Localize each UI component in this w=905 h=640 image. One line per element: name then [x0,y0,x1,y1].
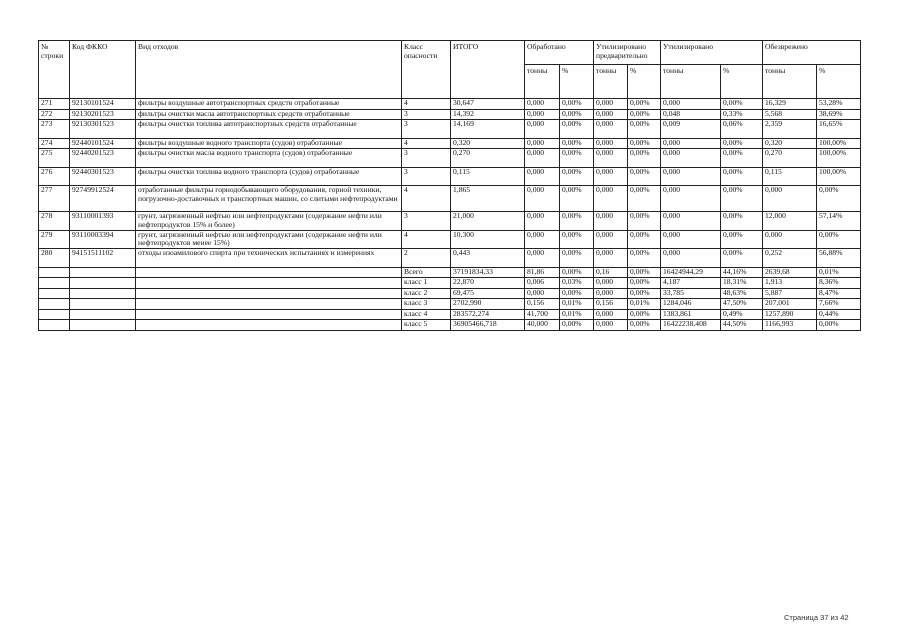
cell-processed-pct: 0,00% [560,120,594,139]
cell-utilized-pre-pct: 0,00% [628,212,661,231]
cell-utilized-pre-tons: 0,000 [594,186,628,212]
summary-cell-p-t: 0,006 [525,278,560,289]
cell-hazard-class: 4 [402,99,451,110]
cell-processed-pct: 0,00% [560,230,594,249]
summary-empty-cell [136,278,402,289]
cell-waste-name: фильтры очистки масла автотранспортных средств отработанные [136,109,402,120]
cell-utilized-pre-tons: 0,000 [594,120,628,139]
cell-waste-name: отработанные фильтры горнодобывающего оборудования, горной техники, погрузочно-доставочных и транспортных машин, со слитыми нефтепродуктами [136,186,402,212]
cell-processed-pct: 0,00% [560,149,594,168]
summary-row [39,309,861,320]
cell-neutralized-pct: 38,69% [817,109,861,120]
cell-hazard-class: 3 [402,212,451,231]
summary-cell-up-t: 0,000 [594,288,628,299]
cell-total: 0,320 [451,138,525,149]
summary-cell-up-p: 0,00% [628,278,661,289]
cell-total: 1,865 [451,186,525,212]
cell-processed-tons: 0,000 [525,120,560,139]
summary-cell-u-p: 44,50% [721,320,763,331]
subheader-tons: тонны [525,65,560,99]
cell-utilized-tons: 0,048 [661,109,721,120]
cell-neutralized-pct: 56,88% [817,249,861,268]
summary-cell-n-t: 207,001 [763,299,817,310]
cell-total: 14,169 [451,120,525,139]
cell-processed-tons: 0,000 [525,109,560,120]
table-row [39,230,861,249]
cell-processed-tons: 0,000 [525,167,560,186]
summary-cell-total: 22,870 [451,278,525,289]
cell-utilized-pre-tons: 0,000 [594,149,628,168]
col-header-neutralized: Обезврежено [763,41,861,65]
subheader-tons: тонны [594,65,628,99]
cell-utilized-pct: 0,33% [721,109,763,120]
cell-processed-tons: 0,000 [525,186,560,212]
cell-neutralized-pct: 100,00% [817,167,861,186]
summary-cell-n-p: 7,66% [817,299,861,310]
subheader-pct: % [560,65,594,99]
cell-waste-name: фильтры воздушные автотранспортных средств отработанные [136,99,402,110]
cell-waste-name: отходы изоамилового спирта при технических испытаниях и измерениях [136,249,402,268]
cell-neutralized-tons: 0,320 [763,138,817,149]
cell-neutralized-tons: 2,359 [763,120,817,139]
cell-fkko-code: 92130301523 [70,120,136,139]
summary-empty-cell [70,309,136,320]
summary-empty-cell [136,320,402,331]
summary-empty-cell [136,309,402,320]
summary-cell-n-t: 1166,993 [763,320,817,331]
cell-neutralized-tons: 0,270 [763,149,817,168]
summary-label: класс 4 [402,309,451,320]
cell-processed-tons: 0,000 [525,149,560,168]
subheader-pct: % [817,65,861,99]
cell-waste-name: фильтры очистки топлива водного транспорта (судов) отработанные [136,167,402,186]
summary-empty-cell [39,278,70,289]
cell-hazard-class: 3 [402,149,451,168]
cell-fkko-code: 92440301523 [70,167,136,186]
cell-utilized-pct: 0,00% [721,149,763,168]
summary-label: класс 2 [402,288,451,299]
cell-neutralized-pct: 16,65% [817,120,861,139]
summary-cell-p-t: 0,000 [525,288,560,299]
summary-label: Всего [402,267,451,278]
summary-cell-u-t: 1383,861 [661,309,721,320]
header-row [39,41,861,65]
cell-total: 14,392 [451,109,525,120]
cell-utilized-pct: 0,00% [721,167,763,186]
summary-cell-n-p: 0,01% [817,267,861,278]
summary-cell-p-p: 0,00% [560,267,594,278]
page-number: Страница 37 из 42 [784,613,849,622]
table-row [39,99,861,110]
subheader-pct: % [628,65,661,99]
cell-utilized-pre-tons: 0,000 [594,109,628,120]
summary-row [39,278,861,289]
cell-total: 30,647 [451,99,525,110]
cell-waste-name: фильтры очистки масла водного транспорта (судов) отработанные [136,149,402,168]
summary-empty-cell [70,320,136,331]
cell-utilized-pct: 0,06% [721,120,763,139]
summary-cell-u-p: 0,49% [721,309,763,320]
cell-utilized-tons: 0,000 [661,167,721,186]
summary-cell-total: 69,475 [451,288,525,299]
summary-cell-p-t: 81,86 [525,267,560,278]
summary-cell-u-p: 48,63% [721,288,763,299]
summary-cell-up-p: 0,00% [628,267,661,278]
cell-utilized-pre-pct: 0,00% [628,99,661,110]
cell-utilized-pre-tons: 0,000 [594,230,628,249]
cell-utilized-pct: 0,00% [721,186,763,212]
cell-hazard-class: 4 [402,138,451,149]
summary-cell-up-t: 0,156 [594,299,628,310]
cell-utilized-pre-tons: 0,000 [594,99,628,110]
summary-cell-n-t: 2639,68 [763,267,817,278]
cell-utilized-pre-pct: 0,00% [628,138,661,149]
cell-processed-pct: 0,00% [560,167,594,186]
cell-utilized-pre-pct: 0,00% [628,186,661,212]
cell-neutralized-pct: 100,00% [817,138,861,149]
summary-empty-cell [70,267,136,278]
summary-label: класс 5 [402,320,451,331]
summary-empty-cell [70,288,136,299]
summary-cell-total: 37191834,33 [451,267,525,278]
cell-utilized-pct: 0,00% [721,138,763,149]
cell-neutralized-pct: 0,00% [817,230,861,249]
table-row [39,120,861,139]
summary-cell-n-p: 8,47% [817,288,861,299]
summary-cell-u-t: 33,785 [661,288,721,299]
cell-utilized-tons: 0,000 [661,99,721,110]
summary-label: класс 3 [402,299,451,310]
summary-cell-up-p: 0,01% [628,299,661,310]
cell-fkko-code: 92749912524 [70,186,136,212]
cell-total: 0,270 [451,149,525,168]
cell-row-no: 275 [39,149,70,168]
cell-utilized-pct: 0,00% [721,230,763,249]
summary-cell-p-p: 0,00% [560,288,594,299]
cell-utilized-tons: 0,000 [661,149,721,168]
cell-hazard-class: 3 [402,120,451,139]
summary-cell-n-p: 8,36% [817,278,861,289]
summary-empty-cell [39,267,70,278]
cell-row-no: 272 [39,109,70,120]
table-row [39,149,861,168]
cell-utilized-tons: 0,000 [661,186,721,212]
summary-cell-p-p: 0,01% [560,309,594,320]
cell-neutralized-tons: 16,329 [763,99,817,110]
col-header-waste-type: Вид отходов [136,41,402,99]
cell-row-no: 280 [39,249,70,268]
cell-processed-tons: 0,000 [525,230,560,249]
table-row [39,212,861,231]
cell-fkko-code: 93110001393 [70,212,136,231]
summary-row [39,299,861,310]
summary-cell-p-p: 0,01% [560,299,594,310]
cell-processed-tons: 0,000 [525,212,560,231]
summary-cell-up-t: 0,000 [594,278,628,289]
cell-fkko-code: 94151511102 [70,249,136,268]
summary-label: класс 1 [402,278,451,289]
cell-utilized-pre-tons: 0,000 [594,138,628,149]
table-row [39,186,861,212]
cell-utilized-pre-tons: 0,000 [594,249,628,268]
cell-row-no: 279 [39,230,70,249]
summary-row [39,320,861,331]
summary-cell-up-p: 0,00% [628,309,661,320]
summary-cell-u-t: 1284,046 [661,299,721,310]
summary-cell-u-t: 16422238,408 [661,320,721,331]
cell-utilized-pre-pct: 0,00% [628,249,661,268]
cell-waste-name: грунт, загрязненный нефтью или нефтепродуктами (содержание нефти или нефтепродуктов 15% и более) [136,212,402,231]
cell-processed-tons: 0,000 [525,249,560,268]
summary-row [39,267,861,278]
col-header-hazard-class: Класс опасности [402,41,451,99]
summary-cell-u-p: 18,31% [721,278,763,289]
table-row [39,249,861,268]
summary-cell-u-t: 16424944,29 [661,267,721,278]
summary-cell-n-t: 1257,890 [763,309,817,320]
cell-utilized-pct: 0,00% [721,99,763,110]
cell-hazard-class: 2 [402,249,451,268]
table-body [39,99,861,331]
summary-cell-n-p: 0,44% [817,309,861,320]
subheader-pct: % [721,65,763,99]
cell-hazard-class: 4 [402,186,451,212]
cell-processed-pct: 0,00% [560,212,594,231]
cell-utilized-pre-pct: 0,00% [628,109,661,120]
cell-utilized-pre-pct: 0,00% [628,120,661,139]
cell-fkko-code: 93110003394 [70,230,136,249]
cell-neutralized-tons: 12,000 [763,212,817,231]
col-header-total: ИТОГО [451,41,525,99]
cell-row-no: 278 [39,212,70,231]
summary-cell-p-p: 0,00% [560,320,594,331]
cell-fkko-code: 92130101524 [70,99,136,110]
cell-fkko-code: 92440101524 [70,138,136,149]
cell-fkko-code: 92440201523 [70,149,136,168]
cell-neutralized-pct: 57,14% [817,212,861,231]
cell-processed-tons: 0,000 [525,138,560,149]
col-header-utilized: Утилизировано [661,41,763,65]
cell-row-no: 271 [39,99,70,110]
col-header-utilized-pre: Утилизировано предварительно [594,41,661,65]
summary-cell-up-t: 0,000 [594,320,628,331]
summary-cell-p-t: 41,700 [525,309,560,320]
table-row [39,167,861,186]
cell-total: 21,000 [451,212,525,231]
summary-cell-total: 283572,274 [451,309,525,320]
cell-processed-pct: 0,00% [560,249,594,268]
summary-cell-up-p: 0,00% [628,288,661,299]
cell-waste-name: фильтры воздушные водного транспорта (судов) отработанные [136,138,402,149]
summary-cell-p-t: 0,156 [525,299,560,310]
cell-neutralized-pct: 100,00% [817,149,861,168]
cell-utilized-pre-tons: 0,000 [594,167,628,186]
cell-processed-pct: 0,00% [560,99,594,110]
cell-processed-pct: 0,00% [560,138,594,149]
summary-empty-cell [39,299,70,310]
col-header-processed: Обработано [525,41,594,65]
cell-total: 10,300 [451,230,525,249]
cell-utilized-tons: 0,000 [661,138,721,149]
cell-neutralized-tons: 5,568 [763,109,817,120]
summary-cell-total: 2702,990 [451,299,525,310]
summary-cell-total: 36905466,718 [451,320,525,331]
summary-cell-n-p: 0,00% [817,320,861,331]
summary-empty-cell [70,299,136,310]
col-header-row-no: № строки [39,41,70,99]
cell-utilized-pre-pct: 0,00% [628,230,661,249]
table-row [39,109,861,120]
subheader-tons: тонны [763,65,817,99]
cell-fkko-code: 92130201523 [70,109,136,120]
summary-empty-cell [39,288,70,299]
summary-cell-u-p: 47,50% [721,299,763,310]
cell-neutralized-tons: 0,000 [763,186,817,212]
table-row [39,138,861,149]
cell-hazard-class: 3 [402,167,451,186]
summary-cell-up-t: 0,000 [594,309,628,320]
cell-processed-tons: 0,000 [525,99,560,110]
cell-processed-pct: 0,00% [560,109,594,120]
cell-utilized-tons: 0,000 [661,212,721,231]
cell-utilized-tons: 0,009 [661,120,721,139]
summary-empty-cell [70,278,136,289]
summary-cell-u-t: 4,187 [661,278,721,289]
cell-total: 0,443 [451,249,525,268]
cell-neutralized-tons: 0,252 [763,249,817,268]
cell-waste-name: грунт, загрязненный нефтью или нефтепродуктами (содержание нефти или нефтепродуктов менее 15%) [136,230,402,249]
summary-empty-cell [136,299,402,310]
cell-utilized-tons: 0,000 [661,249,721,268]
cell-utilized-tons: 0,000 [661,230,721,249]
summary-row [39,288,861,299]
summary-cell-up-p: 0,00% [628,320,661,331]
waste-table [38,40,861,331]
cell-utilized-pre-pct: 0,00% [628,149,661,168]
cell-total: 0,115 [451,167,525,186]
cell-row-no: 274 [39,138,70,149]
summary-empty-cell [39,309,70,320]
cell-neutralized-tons: 0,000 [763,230,817,249]
cell-utilized-pre-tons: 0,000 [594,212,628,231]
summary-cell-p-p: 0,03% [560,278,594,289]
summary-cell-n-t: 1,913 [763,278,817,289]
cell-waste-name: фильтры очистки топлива автотранспортных средств отработанные [136,120,402,139]
cell-neutralized-tons: 0,115 [763,167,817,186]
summary-cell-p-t: 40,000 [525,320,560,331]
cell-utilized-pct: 0,00% [721,212,763,231]
cell-hazard-class: 4 [402,230,451,249]
cell-utilized-pct: 0,00% [721,249,763,268]
summary-empty-cell [39,320,70,331]
summary-cell-u-p: 44,16% [721,267,763,278]
subheader-tons: тонны [661,65,721,99]
summary-cell-n-t: 5,887 [763,288,817,299]
summary-empty-cell [136,267,402,278]
cell-processed-pct: 0,00% [560,186,594,212]
col-header-fkko: Код ФККО [70,41,136,99]
cell-row-no: 276 [39,167,70,186]
cell-neutralized-pct: 0,00% [817,186,861,212]
summary-empty-cell [136,288,402,299]
cell-neutralized-pct: 53,28% [817,99,861,110]
cell-hazard-class: 3 [402,109,451,120]
summary-cell-up-t: 0,16 [594,267,628,278]
cell-row-no: 273 [39,120,70,139]
cell-row-no: 277 [39,186,70,212]
cell-utilized-pre-pct: 0,00% [628,167,661,186]
